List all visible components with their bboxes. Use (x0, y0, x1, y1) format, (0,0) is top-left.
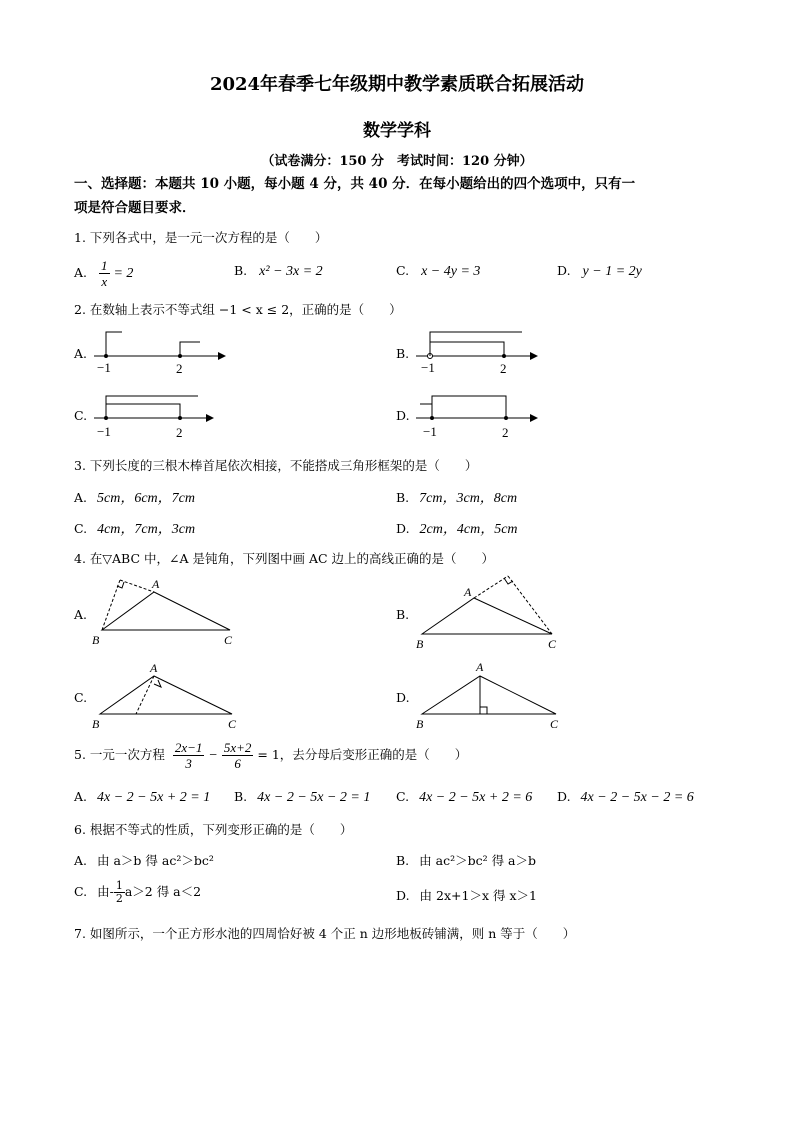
q6-c-denominator: 2 (115, 892, 123, 905)
q1-stem: 1. 下列各式中，是一元一次方程的是（ ） (74, 230, 328, 245)
q2-a-numberline (88, 326, 228, 380)
q5-d-text: 4x − 2 − 5x − 2 = 6 (580, 790, 694, 805)
ray-segment (106, 404, 180, 418)
triangle-abc (102, 592, 230, 630)
ray-right (430, 332, 522, 356)
q5-stem (74, 740, 467, 771)
q5-option-b (234, 789, 370, 806)
q6-c-label: C. (74, 884, 88, 899)
triangle-abc (100, 676, 232, 714)
q2-b-label: B. (396, 346, 410, 361)
q1-d-label: D. (557, 263, 571, 278)
q1-d-text: y − 1 = 2y (582, 264, 642, 279)
exam-title: 2024年春季七年级期中教学素质联合拓展活动 (209, 74, 585, 95)
q5-d-label: D. (557, 789, 571, 804)
q3-option-b (396, 487, 517, 507)
vertex-a: A (476, 660, 484, 674)
q3-d-label: D. (396, 521, 410, 536)
vertex-b: B (92, 633, 100, 647)
q6-b-text: 由 ac²＞bc² 得 a＞b (419, 853, 537, 868)
q6-d-label: D. (396, 888, 410, 903)
q5-b-text: 4x − 2 − 5x − 2 = 1 (257, 790, 371, 805)
altitude-dashed (136, 676, 154, 714)
q5-option-d (557, 789, 694, 806)
axis-arrow (206, 414, 214, 422)
tick-neg1: −1 (97, 424, 111, 439)
q3-d-text: 2cm，4cm，5cm (419, 522, 518, 537)
q6-c-fraction (114, 880, 125, 905)
q2-d-label: D. (396, 408, 410, 423)
q1-a-denominator: x (101, 274, 108, 289)
q6-option-a (74, 851, 214, 869)
q2-d-numberline (410, 390, 540, 444)
vertex-a: A (152, 577, 160, 591)
ray-right-2 (180, 342, 200, 356)
q6-c-pre: 由- (97, 884, 114, 899)
q5-fraction-2 (222, 740, 254, 771)
extension-dashed (120, 580, 154, 592)
axis-arrow (218, 352, 226, 360)
q4-b-triangle (410, 568, 570, 652)
subject-title: 数学学科 (363, 121, 431, 141)
q6-option-b (396, 851, 536, 869)
q3-c-label: C. (74, 521, 88, 536)
vertex-b: B (416, 637, 424, 651)
section-heading-line2: 项是符合题目要求． (74, 200, 196, 216)
q1-option-a (74, 258, 133, 289)
q5-stem-prefix: 5. 一元一次方程 (74, 747, 165, 762)
vertex-c: C (550, 717, 559, 731)
ray-segment (430, 342, 504, 356)
vertex-c: C (228, 717, 237, 731)
q2-stem: 2. 在数轴上表示不等式组 −1 < x ≤ 2，正确的是（ ） (74, 302, 402, 317)
axis-arrow (530, 414, 538, 422)
triangle-abc (422, 676, 556, 714)
tick-neg1: −1 (97, 360, 111, 375)
ray-left (420, 404, 432, 418)
q6-option-d (396, 886, 537, 904)
q2-c-numberline (88, 390, 218, 444)
tick-neg1: −1 (423, 424, 437, 439)
q1-a-fraction (99, 258, 110, 289)
vertex-c: C (548, 637, 557, 651)
ray-right (106, 332, 122, 356)
tick-2: 2 (176, 425, 183, 440)
triangle-abc (422, 598, 552, 634)
vertex-a: A (150, 661, 158, 675)
right-angle-mark (480, 707, 487, 714)
q1-c-label: C. (396, 263, 410, 278)
q6-a-label: A. (74, 853, 88, 868)
q3-b-label: B. (396, 490, 410, 505)
altitude-dashed (508, 576, 552, 634)
tick-2: 2 (502, 425, 509, 440)
q5-c-text: 4x − 2 − 5x + 2 = 6 (419, 790, 533, 805)
vertex-b: B (92, 717, 100, 731)
q6-stem: 6. 根据不等式的性质，下列变形正确的是（ ） (74, 822, 353, 837)
q5-f1-denominator: 3 (185, 756, 192, 771)
exam-info: （试卷满分：150 分 考试时间：120 分钟） (261, 154, 533, 169)
q1-a-rest: = 2 (113, 266, 134, 281)
q1-b-label: B. (234, 263, 248, 278)
axis-arrow (530, 352, 538, 360)
tick-2: 2 (176, 361, 183, 376)
q5-fraction-1 (173, 740, 205, 771)
q1-b-text: x² − 3x = 2 (259, 264, 323, 279)
q1-a-numerator: 1 (101, 258, 108, 273)
q1-c-text: x − 4y = 3 (421, 264, 481, 279)
q2-c-label: C. (74, 408, 88, 423)
q5-option-c (396, 789, 532, 806)
q5-option-a (74, 789, 210, 806)
q6-d-text: 由 2x+1＞x 得 x＞1 (419, 888, 537, 903)
q3-b-text: 7cm，3cm，8cm (419, 491, 518, 506)
q4-a-triangle (88, 574, 248, 650)
q2-a-label: A. (74, 346, 88, 361)
q4-c-triangle (88, 658, 248, 734)
q6-a-text: 由 a＞b 得 ac²＞bc² (97, 853, 214, 868)
q3-option-d (396, 518, 518, 538)
q5-a-label: A. (74, 789, 88, 804)
q5-f1-numerator: 2x−1 (174, 740, 203, 755)
vertex-b: B (416, 717, 424, 731)
altitude-dashed (102, 580, 120, 630)
q3-stem: 3. 下列长度的三根木棒首尾依次相接，不能搭成三角形框架的是（ ） (74, 458, 478, 473)
vertex-a: A (464, 585, 472, 599)
q6-c-post: a＞2 得 a＜2 (124, 884, 202, 899)
q5-f2-numerator: 5x+2 (223, 740, 252, 755)
q6-c-numerator: 1 (115, 879, 123, 892)
q5-stem-suffix: = 1，去分母后变形正确的是（ ） (257, 747, 468, 762)
q3-a-text: 5cm，6cm，7cm (97, 491, 195, 506)
q5-f2-denominator: 6 (234, 756, 241, 771)
ray-segment (432, 396, 506, 418)
q1-option-b (234, 263, 323, 280)
q1-option-d (557, 263, 642, 280)
q5-minus: − (208, 748, 218, 763)
q4-stem: 4. 在▽ABC 中，∠A 是钝角，下列图中画 AC 边上的高线正确的是（ ） (74, 551, 495, 566)
tick-2: 2 (500, 361, 507, 376)
q5-b-label: B. (234, 789, 248, 804)
q3-a-label: A. (74, 490, 88, 505)
q2-b-numberline (410, 326, 540, 380)
q4-b-label: B. (396, 607, 410, 622)
q7-stem: 7. 如图所示，一个正方形水池的四周恰好被 4 个正 n 边形地板砖铺满，则 n 等于（ ） (74, 926, 576, 941)
q3-option-c (74, 518, 195, 538)
extension-dashed (474, 576, 508, 598)
q4-d-triangle (410, 658, 570, 734)
q4-a-label: A. (74, 607, 88, 622)
q6-option-c (74, 880, 201, 905)
q6-b-label: B. (396, 853, 410, 868)
section-heading-line1: 一、选择题：本题共 10 小题，每小题 4 分，共 40 分．在每小题给出的四个选项中，只有一 (74, 176, 636, 192)
vertex-c: C (224, 633, 233, 647)
q1-a-label: A. (74, 265, 88, 280)
ray-right (106, 396, 198, 418)
q5-c-label: C. (396, 789, 410, 804)
q3-option-a (74, 487, 195, 507)
q1-option-c (396, 263, 480, 280)
tick-neg1: −1 (421, 360, 435, 375)
right-angle-mark (154, 680, 161, 687)
q4-d-label: D. (396, 690, 410, 705)
q5-a-text: 4x − 2 − 5x + 2 = 1 (97, 790, 211, 805)
q3-c-text: 4cm，7cm，3cm (97, 522, 196, 537)
q4-c-label: C. (74, 690, 88, 705)
